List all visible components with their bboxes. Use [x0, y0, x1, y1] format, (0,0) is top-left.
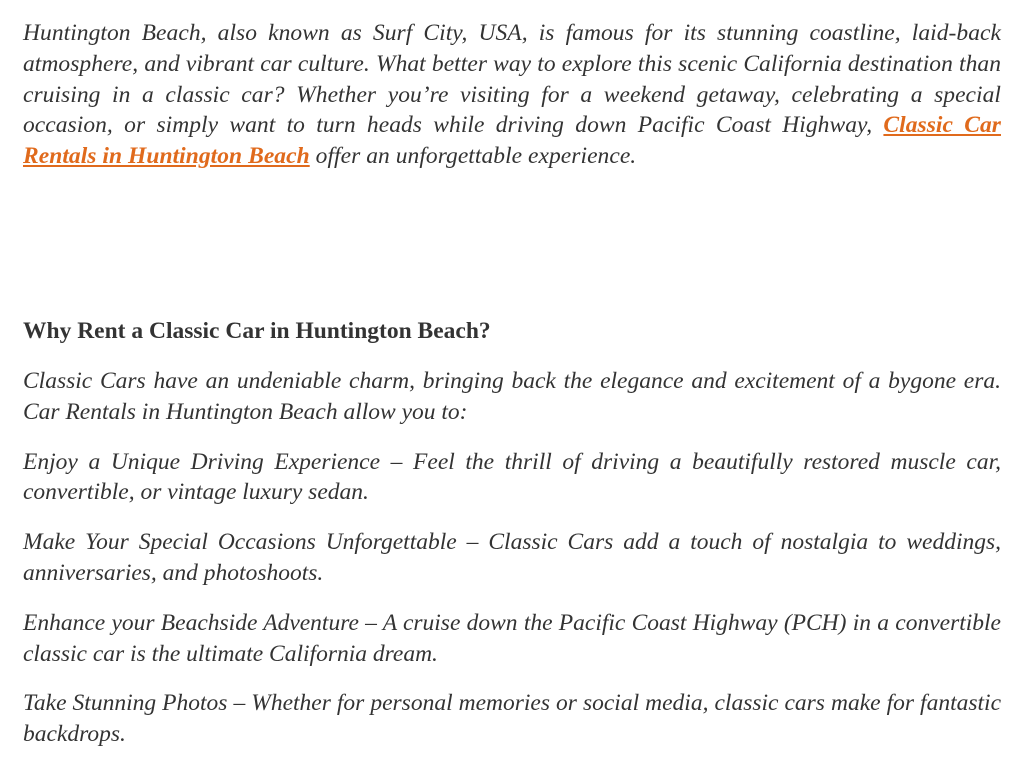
list-item: Enhance your Beachside Adventure – A cruise down the Pacific Coast Highway (PCH) in a convertible classic car is the ultimate California dream. — [23, 609, 1001, 667]
intro-text-after-link: offer an unforgettable experience. — [315, 143, 637, 170]
document-page — [23, 0, 1001, 748]
list-item: Make Your Special Occasions Unforgettable – Classic Cars add a touch of nostalgia to weddings, anniversaries, and photoshoots. — [23, 529, 1001, 586]
list-item: Take Stunning Photos – Whether for personal memories or social media, classic cars make for fantastic backdrops. — [23, 690, 1001, 748]
section-body — [23, 366, 1001, 769]
classic-car-rentals-link[interactable]: Classic Car Rentals in Huntington Beach — [23, 112, 1001, 170]
section-heading: Why Rent a Classic Car in Huntington Beach? — [23, 318, 491, 344]
list-item: Enjoy a Unique Driving Experience – Feel the thrill of driving a beautifully restored muscle car, convertible, or vintage luxury sedan. — [23, 448, 1001, 506]
intro-paragraph — [23, 18, 1001, 172]
intro-text-before-link: Huntington Beach, also known as Surf City, USA, is famous for its stunning coastline, laid-back atmosphere, and vibrant car culture. What better way to explore this scenic California destination than cruising in a classic car? Whether you’re visiting for a weekend getaway, celebrating a special occasion, or simply want to turn heads while driving down Pacific Coast Highway, — [23, 20, 1001, 139]
section-lead-paragraph: Classic Cars have an undeniable charm, bringing back the elegance and excitement of a bygone era. Car Rentals in Huntington Beach allow you to: — [23, 368, 1001, 425]
